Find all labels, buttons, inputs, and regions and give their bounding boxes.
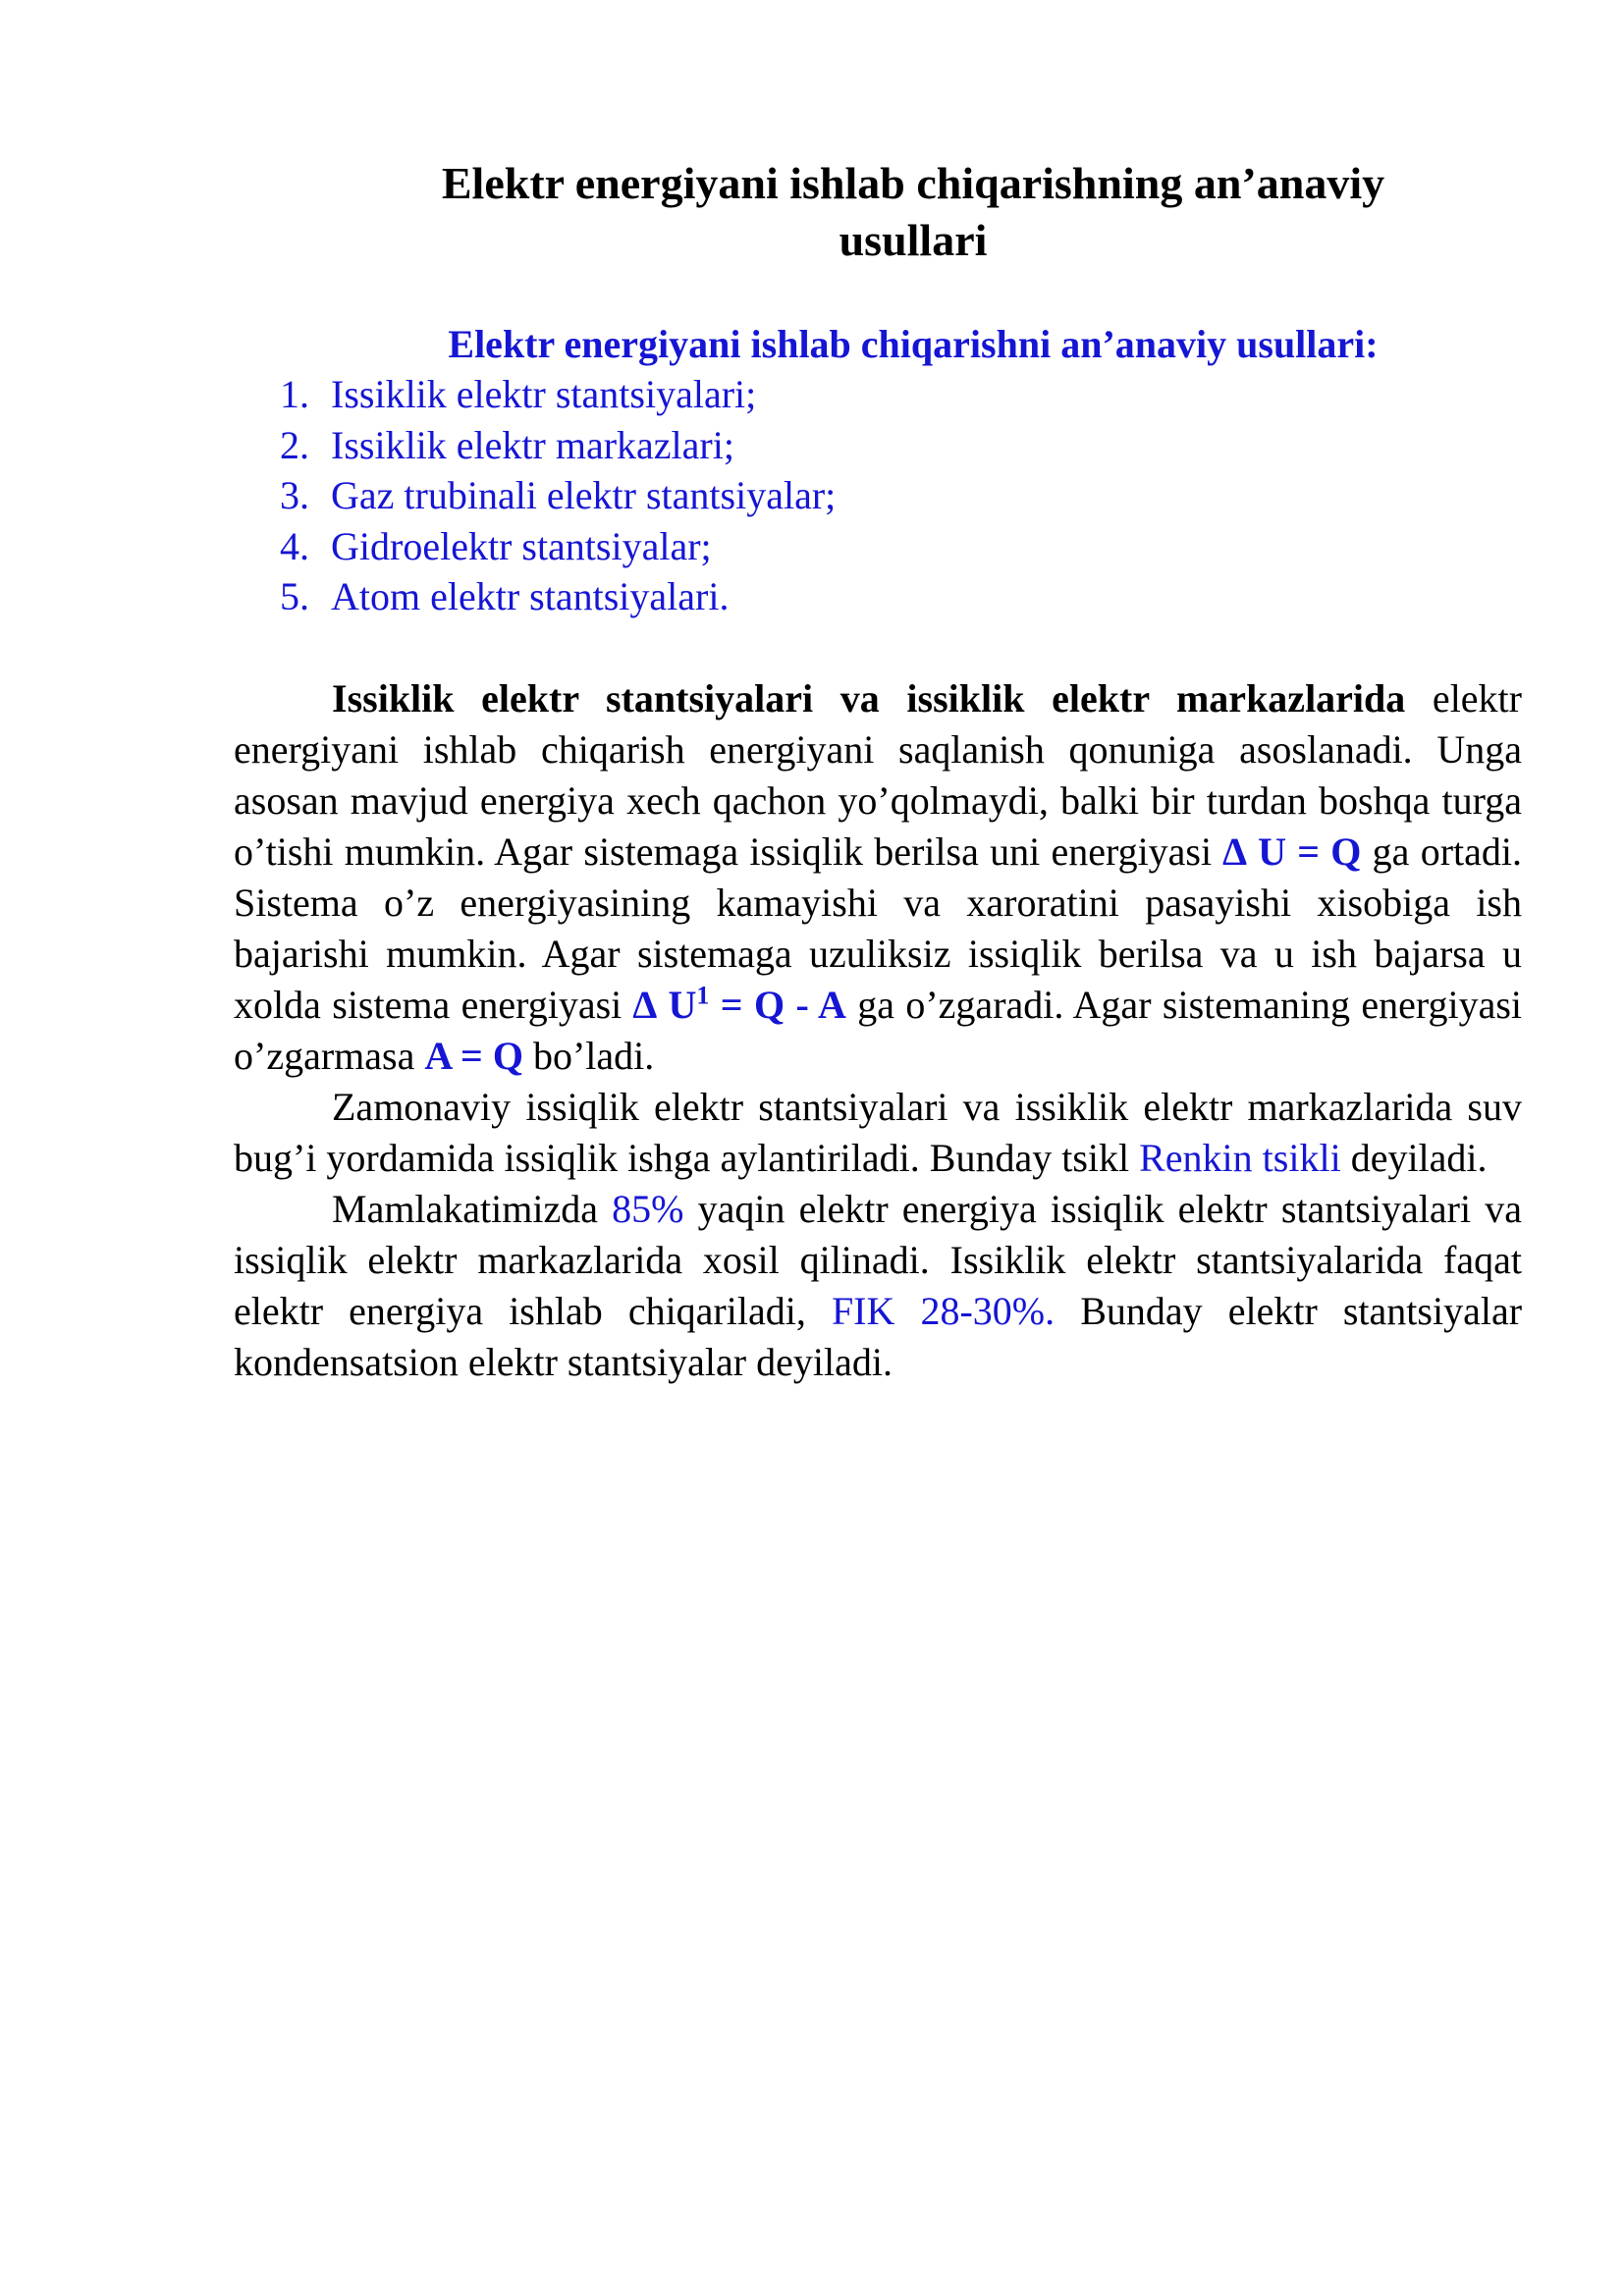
list-item-text: Gidroelektr stantsiyalar; — [331, 523, 712, 568]
paragraph-text: elektr energiyani ishlab chiqarish energiyani saqlanish qonuniga asoslanadi. Unga asosan mavjud energiya xech qachon yo’qolmaydi, balki bir turdan boshqa turga o’tishi mumkin. Agar sistemaga issiqlik berilsa uni energiyasi — [234, 676, 1522, 874]
formula-a-equals-q: A = Q — [424, 1034, 523, 1078]
paragraph-text: ga o’zgaradi. Agar sistemaning energiyasi o’zgarmasa — [234, 983, 1523, 1078]
rankine-cycle-term: Renkin tsikli — [1139, 1136, 1341, 1180]
formula-superscript: 1 — [696, 981, 710, 1010]
body-text — [234, 673, 1522, 1388]
list-item-number: 1. — [280, 372, 309, 416]
list-item-text: Issiklik elektr markazlari; — [331, 422, 734, 467]
efficiency-highlight: FIK 28-30%. — [831, 1289, 1056, 1333]
list-item — [280, 420, 1262, 471]
list-item-text: Issiklik elektr stantsiyalari; — [331, 372, 757, 416]
formula-part: = Q - A — [709, 983, 846, 1027]
paragraph-statistics — [234, 1184, 1522, 1388]
title-line-1: Elektr energiyani ishlab chiqarishning an’anaviy — [441, 158, 1385, 208]
paragraph-text: ga ortadi. Sistema o’z energiyasining kamayishi va xaroratini pasayishi xisobiga ish bajarishi mumkin. Agar sistemaga uzuliksiz issiqlik berilsa va u ish bajarsa u xolda sistema energiyasi — [234, 829, 1522, 1027]
paragraph-text: Bunday elektr stantsiyalar kondensatsion elektr stantsiyalar deyiladi. — [234, 1289, 1523, 1384]
list-item-text: Gaz trubinali elektr stantsiyalar; — [331, 473, 837, 517]
list-item-number: 4. — [280, 523, 309, 568]
paragraph-text: yaqin elektr energiya issiqlik elektr stantsiyalari va issiqlik elektr markazlarida xosil qilinadi. Issiklik elektr stantsiyalarida faqat elektr energiya ishlab chiqariladi, — [234, 1187, 1522, 1333]
list-item-number: 2. — [280, 422, 309, 467]
list-item — [280, 470, 1262, 521]
list-item-number: 5. — [280, 574, 309, 618]
paragraph-thermodynamics — [234, 673, 1522, 1082]
list-item — [280, 369, 1262, 420]
paragraph-rankine — [234, 1082, 1522, 1184]
list-item — [280, 571, 1262, 622]
formula-part: ∆ U — [632, 983, 697, 1027]
paragraph-text: Mamlakatimizda — [332, 1187, 613, 1231]
percentage-highlight: 85% — [612, 1187, 684, 1231]
paragraph-text: deyiladi. — [1340, 1136, 1488, 1180]
title-line-2: usullari — [839, 215, 988, 265]
list-item — [280, 521, 1262, 572]
paragraph-bold-lead: Issiklik elektr stantsiyalari va issiklik elektr markazlarida — [332, 676, 1406, 721]
list-item-text: Atom elektr stantsiyalari. — [331, 574, 730, 618]
section-subtitle: Elektr energiyani ishlab chiqarishni an’anaviy usullari: — [448, 322, 1379, 366]
methods-list — [280, 369, 1262, 622]
paragraph-text: bo’ladi. — [522, 1034, 655, 1078]
formula-delta-u1 — [633, 983, 846, 1027]
paragraph-text: Zamonaviy issiqlik elektr stantsiyalari va issiklik elektr markazlarida suv bug’i yordamida issiqlik ishga aylantiriladi. Bunday tsikl — [234, 1085, 1522, 1180]
page-title — [393, 155, 1434, 269]
formula-delta-u-equals-q: ∆ U = Q — [1222, 829, 1362, 874]
list-item-number: 3. — [280, 473, 309, 517]
